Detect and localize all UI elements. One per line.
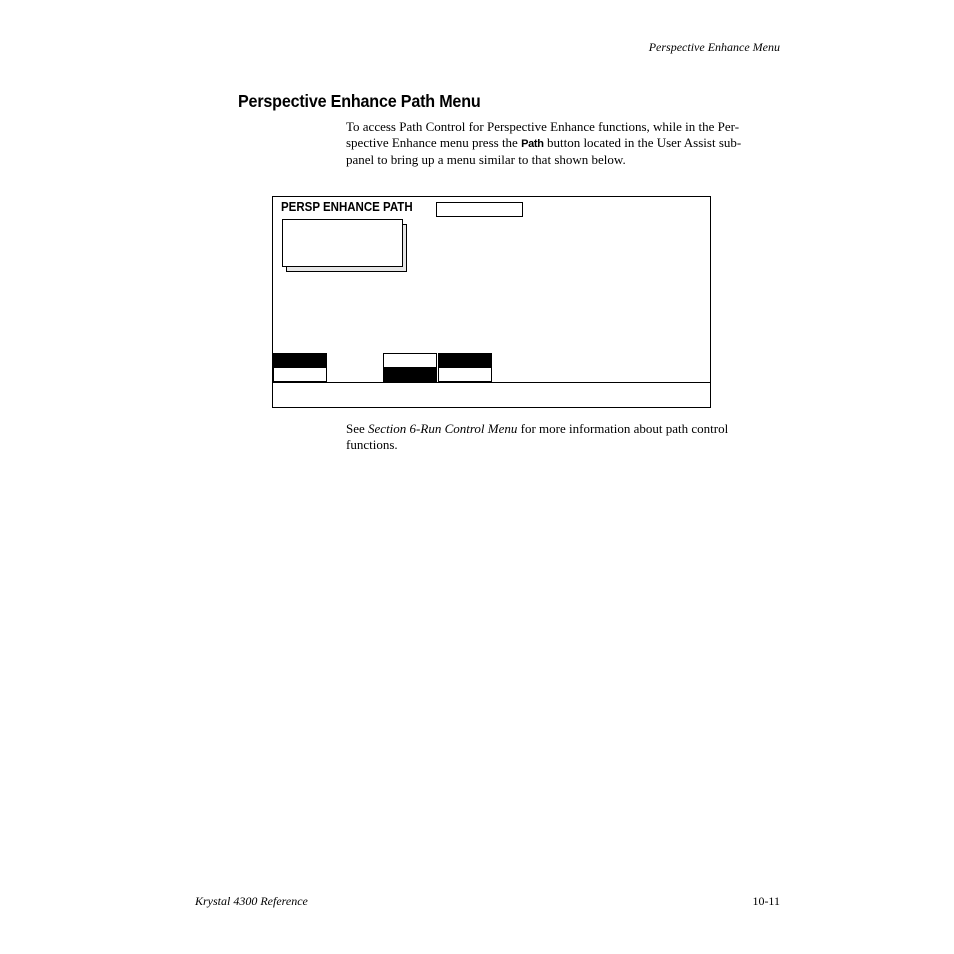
see-also-prefix: See	[346, 421, 369, 436]
section-title: Perspective Enhance Path Menu	[238, 91, 481, 111]
intro-line-2	[346, 135, 782, 152]
footer-page-number: 10-11	[752, 894, 780, 908]
status-bar-divider	[273, 382, 710, 383]
softkey-3-bottom[interactable]	[439, 368, 491, 381]
running-header: Perspective Enhance Menu	[648, 40, 780, 54]
intro-line-1: To access Path Control for Perspective Enhance functions, while in the Per-	[346, 119, 740, 134]
intro-line-3: panel to bring up a menu similar to that shown below.	[346, 152, 626, 167]
softkey-3[interactable]	[438, 353, 492, 382]
softkey-2-top[interactable]	[384, 354, 436, 367]
softkey-1[interactable]	[273, 353, 327, 382]
path-button-label: Path	[521, 138, 544, 150]
menu-title: PERSP ENHANCE PATH	[281, 200, 413, 214]
menu-value-field[interactable]	[436, 202, 523, 217]
footer-manual-title: Krystal 4300 Reference	[195, 894, 308, 908]
softkey-1-top[interactable]	[274, 354, 326, 367]
see-also-paragraph	[346, 421, 782, 453]
see-also-suffix: for more information about path control	[517, 421, 729, 436]
softkey-1-bottom[interactable]	[274, 368, 326, 381]
see-also-line-1	[346, 421, 782, 437]
softkey-2-bottom[interactable]	[384, 368, 436, 381]
menu-list-box[interactable]	[282, 219, 403, 267]
see-also-line-2: functions.	[346, 437, 398, 452]
intro-line-2-after: button located in the User Assist sub-	[543, 135, 742, 150]
softkey-2[interactable]	[383, 353, 437, 382]
section-reference: Section 6-Run Control Menu	[368, 421, 518, 436]
persp-enhance-path-menu	[272, 196, 711, 408]
intro-line-2-before: spective Enhance menu press the	[346, 135, 522, 150]
intro-paragraph	[346, 119, 782, 168]
softkey-3-top[interactable]	[439, 354, 491, 367]
